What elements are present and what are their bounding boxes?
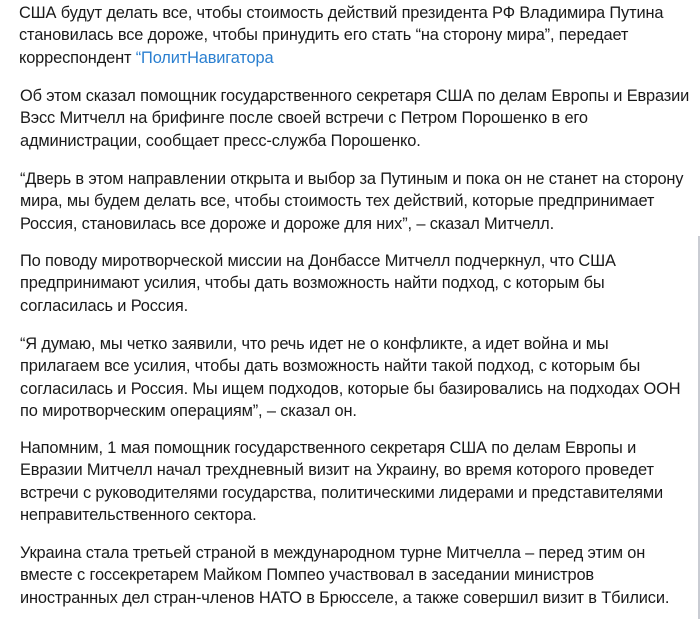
paragraph-peacekeeping: По поводу миротворческой миссии на Донбассе Митчелл подчеркнул, что США предпринимают усилия, чтобы дать возможность найти подход, с которым бы согласилась и Россия. xyxy=(20,252,616,315)
lead-text: США будут делать все, чтобы стоимость действий президента РФ Владимира Путина становилась все дороже, чтобы принудить его стать “на сторону мира”, передает корреспондент xyxy=(19,4,664,67)
paragraph-briefing: Об этом сказал помощник государственного секретаря США по делам Европы и Евразии Вэсс Митчелл на брифинге после своей встречи с Петром Порошенко в его администрации, сообщает пресс-служба Порошенко. xyxy=(20,87,690,150)
paragraph-quote-door: “Дверь в этом направлении открыта и выбор за Путиным и пока он не станет на сторону мира, мы будем делать все, чтобы стоимость тех действий, которые предпринимает Россия, становилась все дороже и дороже для них”, – сказал Митчелл. xyxy=(20,170,684,233)
source-link[interactable]: “ПолитНавигатора xyxy=(135,48,274,67)
paragraph-quote-war: “Я думаю, мы четко заявили, что речь идет не о конфликте, а идет война и мы прилагаем все усилия, чтобы дать возможность найти такой подход, с которым бы согласилась и Россия. Мы ищем подходов, которые бы базировались на подходах ООН по миротворческим операциям”, – сказал он. xyxy=(20,335,681,421)
lead-paragraph xyxy=(19,2,691,69)
paragraph-tour: Украина стала третьей страной в международном турне Митчелла – перед этим он вместе с госсекретарем Майком Помпео участвовал в заседании министров иностранных дел стран-членов НАТО в Брюсселе, а также совершил визит в Тбилиси. xyxy=(20,544,670,607)
paragraph-visit: Напомним, 1 мая помощник государственного секретаря США по делам Европы и Евразии Митчелл начал трехдневный визит на Украину, во время которого проведет встречи с руководителями государства, политическими лидерами и представителями неправительственного сектора. xyxy=(20,439,663,525)
